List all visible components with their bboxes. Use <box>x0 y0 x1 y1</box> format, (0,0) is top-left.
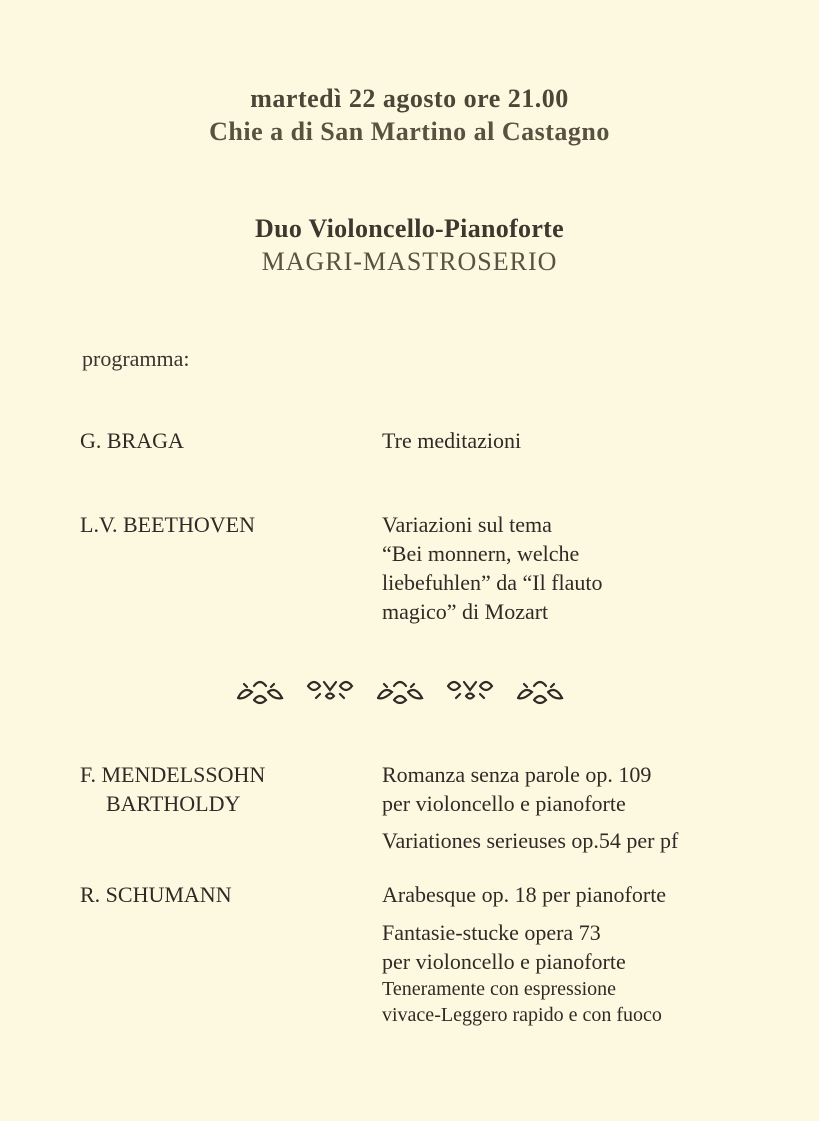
work-line: Arabesque op. 18 per pianoforte <box>382 882 667 907</box>
work-line: Teneramente con espressione <box>382 978 617 1000</box>
concert-venue: Chie a di San Martino al Castagno <box>209 117 610 146</box>
work-schumann <box>382 880 666 1028</box>
work-line: magico” di Mozart <box>382 599 549 624</box>
composer-beethoven: L.V. BEETHOVEN <box>80 512 255 537</box>
composer-mendelssohn <box>80 760 265 818</box>
work-line: Tre meditazioni <box>382 428 522 453</box>
work-line: liebefuhlen” da “Il flauto <box>382 570 603 595</box>
work-line: Romanza senza parole op. 109 <box>382 762 652 787</box>
work-line: “Bei monnern, welche <box>382 541 580 566</box>
work-line: vivace-Leggero rapido e con fuoco <box>382 1004 662 1026</box>
work-braga <box>382 426 521 455</box>
work-mendelssohn <box>382 760 678 855</box>
composer-line: BARTHOLDY <box>106 791 241 816</box>
floral-ornament-icon <box>308 682 352 699</box>
ornamental-divider <box>230 672 590 712</box>
concert-date-time: martedì 22 agosto ore 21.00 <box>250 84 569 113</box>
work-line: Fantasie-stucke opera 73 <box>382 920 601 945</box>
floral-ornament-icon <box>238 682 282 703</box>
floral-ornament-icon <box>230 672 590 712</box>
work-line: Variazioni sul tema <box>382 512 552 537</box>
performers-names: MAGRI-MASTROSERIO <box>261 247 558 276</box>
composer-schumann: R. SCHUMANN <box>80 882 232 907</box>
floral-ornament-icon <box>448 682 492 699</box>
work-line: Variationes serieuses op.54 per pf <box>382 828 679 853</box>
floral-ornament-icon <box>378 682 422 703</box>
floral-ornament-icon <box>518 682 562 703</box>
work-line: per violoncello e pianoforte <box>382 791 626 816</box>
ensemble-title: Duo Violoncello-Pianoforte <box>255 214 564 243</box>
composer-braga: G. BRAGA <box>80 428 184 453</box>
program-label: programma: <box>82 346 190 371</box>
work-line: per violoncello e pianoforte <box>382 949 626 974</box>
composer-line: F. MENDELSSOHN <box>80 762 266 787</box>
work-beethoven <box>382 510 603 626</box>
